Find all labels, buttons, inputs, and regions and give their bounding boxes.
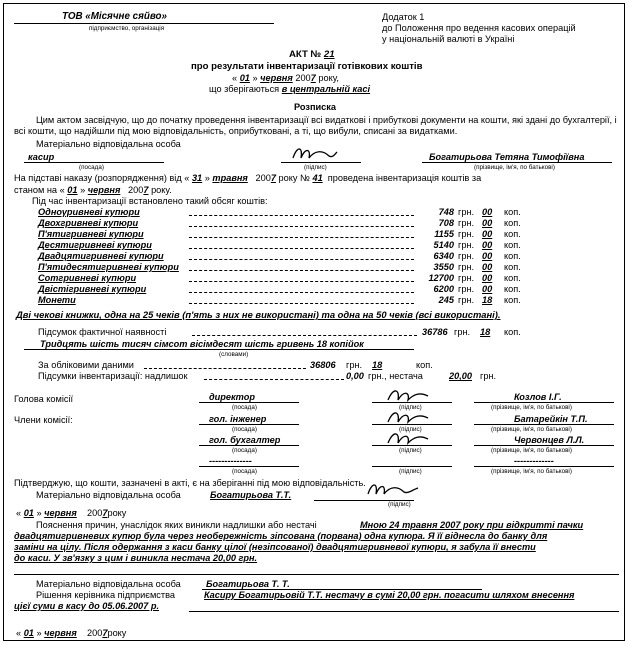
decision-resp-label: Матеріально відповідальна особа (36, 579, 181, 589)
commission-name-line (474, 445, 614, 446)
in-words-caption: (словами) (219, 351, 249, 358)
confirm-date-year-suffix: року (107, 508, 127, 518)
money-row-amount: 6200 (433, 284, 454, 294)
commission-name: Козлов І.Г. (514, 392, 562, 402)
books-dash (144, 368, 306, 369)
act-date-day: 01 (239, 73, 250, 83)
money-row-grn: грн. (458, 273, 475, 283)
act-title-prefix: АКТ № (289, 49, 322, 60)
order-day: 31 (191, 173, 203, 183)
explanation-line-2: двадцятигривневих купюр була через необережність зіпсована (порвана) одна купюра. Я її віднесла до банку для (14, 531, 548, 541)
annex-line-3: у національній валюті в Україні (382, 34, 515, 44)
order-line (14, 173, 481, 184)
commission-name-caption: (прізвище, ім'я, по батькові) (491, 404, 572, 411)
confirm-resp-name: Богатирьова Т.Т. (210, 490, 292, 500)
resp-person-label: Матеріально відповідальна особа (36, 139, 181, 149)
explanation-line-3: заміни на цілу. Після одержання з каси банку цілої (незіпсованої) двадцятигривневої купюри, я забула її внести (14, 542, 536, 552)
state-mid: » (80, 185, 86, 195)
shortage-label: грн., нестача (368, 371, 423, 381)
money-row-kop-value: 00 (482, 284, 493, 294)
commission-signature-caption: (підпис) (399, 468, 422, 475)
money-row-kop: коп. (504, 207, 521, 217)
order-year-text: 200 (255, 173, 271, 183)
money-row-grn: грн. (458, 295, 475, 305)
money-row-kop: коп. (504, 251, 521, 261)
resp-position-caption: (посада) (79, 164, 104, 171)
money-row-label: Двадцятигривневі купюри (38, 251, 164, 261)
money-row-kop: коп. (504, 218, 521, 228)
commission-position-caption: (посада) (232, 404, 257, 411)
money-row-amount: 12700 (428, 273, 454, 283)
explanation-label: Пояснення причин, унаслідок яких виникли надлишки або нестачі (36, 520, 317, 530)
commission-head-label: Голова комісії (14, 394, 74, 404)
explanation-line-4: до каси. У зв'язку з цим і виникла нестача 20,00 грн. (14, 553, 258, 563)
money-row-grn: грн. (458, 262, 475, 272)
money-row-kop: коп. (504, 273, 521, 283)
receipt-text: Цим актом засвідчую, що до початку проведення інвентаризації всі видаткові і прибуткові документи на кошти, які здані до бухгалтерії, і всі кошти, що надійшли під мою відповідальність, оприбутковані, а ті, що вибули, списані за видатками. (14, 115, 617, 136)
commission-name: ------------- (514, 456, 554, 466)
confirm-signature (364, 480, 424, 502)
act-number: 21 (323, 49, 335, 60)
confirm-signature-caption: (підпис) (388, 501, 411, 508)
money-row-label: Сотгривневі купюри (38, 273, 137, 283)
money-row-dash (189, 270, 414, 271)
final-date-close: » (36, 628, 42, 638)
commission-signature-caption: (підпис) (399, 404, 422, 411)
state-month: червня (87, 185, 121, 195)
money-row-kop-value: 00 (482, 262, 493, 272)
money-row-amount: 748 (438, 207, 454, 217)
resp-name-line (422, 162, 612, 163)
actual-kop: коп. (504, 327, 521, 337)
order-suffix: проведена інвентаризація коштів за (327, 173, 482, 183)
money-row-amount: 3550 (433, 262, 454, 272)
money-row-kop: коп. (504, 262, 521, 272)
commission-name-caption: (прізвище, ім'я, по батькові) (491, 447, 572, 454)
stored-line (209, 84, 370, 95)
final-date-day: 01 (23, 628, 34, 638)
final-date-year-prefix: 200 (86, 628, 103, 638)
money-row-kop-value: 00 (482, 273, 493, 283)
books-label: За обліковими даними (38, 360, 134, 370)
order-prefix: На підставі наказу (розпорядження) від « (14, 173, 190, 183)
money-row-kop: коп. (504, 229, 521, 239)
commission-position-caption: (посада) (232, 447, 257, 454)
money-row-dash (189, 226, 414, 227)
shortage-grn: грн. (480, 371, 497, 381)
in-words-line (24, 349, 414, 350)
resp-position: касир (28, 152, 55, 162)
commission-name-line (474, 466, 614, 467)
commission-position: -------------- (209, 456, 252, 466)
money-row-kop-value: 00 (482, 240, 493, 250)
in-words: Тридцять шість тисяч сімсот вісімдесят шість гривень 18 копійок (40, 339, 364, 349)
commission-name-line (474, 424, 614, 425)
money-row-dash (189, 248, 414, 249)
money-row-kop-value: 18 (482, 295, 493, 305)
state-line (14, 185, 172, 196)
state-year-text: 200 (128, 185, 144, 195)
commission-name: Батарейкін Т.П. (514, 414, 588, 424)
money-row-kop-value: 00 (482, 229, 493, 239)
order-mid: » (204, 173, 210, 183)
final-date-year-digit: 7 (102, 628, 108, 638)
act-title (289, 49, 335, 60)
act-date-close: » (252, 73, 258, 83)
money-row-label: Двістігривневі купюри (38, 284, 147, 294)
money-row-label: П'ятидесятигривневі купюри (38, 262, 179, 272)
shortage: 20,00 (449, 371, 472, 381)
money-row-dash (189, 303, 414, 304)
commission-signature-line (372, 466, 452, 467)
confirm-date-open: « (16, 508, 22, 518)
confirm-date-year-digit: 7 (102, 508, 108, 518)
commission-position-caption: (посада) (232, 426, 257, 433)
commission-position-line (199, 466, 299, 467)
books-grn: грн. (346, 360, 363, 370)
receipt-title: Розписка (294, 102, 336, 112)
commission-signature-line (372, 424, 452, 425)
state-year-suffix: року. (151, 185, 172, 195)
commission-signature-line (372, 402, 452, 403)
explanation-blank-line (14, 574, 619, 575)
money-row-grn: грн. (458, 229, 475, 239)
org-line (14, 23, 274, 24)
money-row-kop-value: 00 (482, 218, 493, 228)
decision-line-2: цієї суми в касу до 05.06.2007 р. (14, 601, 159, 611)
act-date-open: « (232, 73, 238, 83)
order-year-digit: 7 (270, 173, 276, 183)
commission-members-label: Члени комісії: (14, 415, 73, 425)
annex-line-1: Додаток 1 (382, 12, 425, 22)
state-year-digit: 7 (143, 185, 149, 195)
confirm-text: Підтверджую, що кошти, зазначені в акті, є на зберіганні під мою відповідальність. (14, 478, 366, 488)
commission-name-line (474, 402, 614, 403)
commission-position: гол. бухгалтер (209, 435, 281, 445)
money-row-grn: грн. (458, 251, 475, 261)
result-label: Підсумки інвентаризації: надлишок (38, 371, 188, 381)
order-number: 41 (312, 173, 323, 183)
final-date-month: червня (44, 628, 77, 638)
money-row-dash (189, 237, 414, 238)
money-row-amount: 245 (438, 295, 454, 305)
money-row-amount: 708 (438, 218, 454, 228)
act-date-year-suffix: року, (318, 73, 339, 83)
act-date (232, 73, 339, 84)
commission-name-caption: (прізвище, ім'я, по батькові) (491, 426, 572, 433)
commission-signature-caption: (підпис) (399, 426, 422, 433)
actual-grn: грн. (454, 327, 471, 337)
money-row-label: Десятигривневі купюри (38, 240, 152, 250)
commission-signature-line (372, 445, 452, 446)
act-date-year-prefix: 200 (295, 73, 311, 83)
books-kop: коп. (416, 360, 433, 370)
final-date-year-suffix: року (107, 628, 127, 638)
decision-label: Рішення керівника підприємства (36, 590, 175, 600)
money-row-label: П'ятигривневі купюри (38, 229, 144, 239)
commission-position-line (199, 445, 299, 446)
money-row-amount: 1155 (434, 229, 454, 239)
money-row-grn: грн. (458, 218, 475, 228)
money-row-kop-value: 00 (482, 251, 493, 261)
decision-line-1: Касиру Богатирьовій Т.Т. нестачу в сумі 20,00 грн. погасити шляхом внесення (204, 590, 575, 600)
act-date-month: червня (260, 73, 293, 83)
books-kop-value: 18 (372, 360, 383, 370)
commission-signature-caption: (підпис) (399, 447, 422, 454)
order-month: травня (212, 173, 248, 183)
actual-kop-value: 18 (480, 327, 491, 337)
confirm-date-close: » (36, 508, 42, 518)
confirm-date (16, 508, 126, 519)
found-text: Під час інвентаризації встановлено такий обсяг коштів: (32, 196, 268, 206)
check-books: Дві чекові книжки, одна на 25 чеків (п'ять з них не використані) та одна на 50 чеків (всі використані). (16, 309, 501, 320)
order-year-suffix: року № (278, 173, 310, 183)
final-date-open: « (16, 628, 22, 638)
commission-position-caption: (посада) (232, 468, 257, 475)
stored-prefix: що зберігаються (209, 84, 280, 94)
actual-amount: 36786 (422, 327, 448, 337)
money-row-dash (189, 281, 414, 282)
commission-position: директор (209, 392, 255, 402)
surplus: 0,00 (346, 371, 364, 381)
confirm-resp-label: Матеріально відповідальна особа (36, 490, 181, 500)
actual-label: Підсумок фактичної наявності (38, 327, 167, 337)
money-row-kop: коп. (504, 284, 521, 294)
resp-signature-line (281, 162, 361, 163)
final-date (16, 628, 126, 639)
books-amount: 36806 (310, 360, 336, 370)
act-date-year-digit: 7 (310, 73, 316, 83)
state-day: 01 (67, 185, 78, 195)
act-subtitle: про результати інвентаризації готівкових коштів (191, 61, 423, 72)
money-row-dash (189, 292, 414, 293)
org-caption: підприємство, організація (89, 25, 165, 32)
actual-dash (192, 335, 417, 336)
money-row-label: Монети (38, 295, 76, 305)
result-dash (204, 379, 344, 380)
money-row-kop-value: 00 (482, 207, 493, 217)
stored-place: в центральній касі (281, 84, 371, 94)
commission-position: гол. інженер (209, 414, 267, 424)
explanation-line-1: Мною 24 травня 2007 року при відкритті пачки (360, 520, 584, 530)
commission-name: Червонцев Л.Л. (514, 435, 585, 445)
document-page (3, 3, 625, 641)
resp-position-line (24, 162, 164, 163)
confirm-date-year-prefix: 200 (86, 508, 103, 518)
commission-position-line (199, 424, 299, 425)
money-row-grn: грн. (458, 240, 475, 250)
money-row-dash (189, 259, 414, 260)
money-row-label: Двохгривневі купюри (38, 218, 139, 228)
resp-signature-caption: (підпис) (304, 164, 327, 171)
money-row-dash (189, 215, 414, 216)
money-row-amount: 5140 (433, 240, 454, 250)
money-row-amount: 6340 (433, 251, 454, 261)
confirm-date-month: червня (44, 508, 77, 518)
resp-name-caption: (прізвище, ім'я, по батькові) (474, 164, 555, 171)
confirm-date-day: 01 (23, 508, 34, 518)
money-row-kop: коп. (504, 295, 521, 305)
resp-name: Богатирьова Тетяна Тимофіївна (429, 152, 585, 162)
decision-line-2-rule (189, 611, 619, 612)
money-row-kop: коп. (504, 240, 521, 250)
annex-line-2: до Положення про ведення касових операцій (382, 23, 576, 33)
money-row-label: Однογривневі купюри (38, 207, 140, 217)
commission-name-caption: (прізвище, ім'я, по батькові) (491, 468, 572, 475)
commission-position-line (199, 402, 299, 403)
state-prefix: станом на « (14, 185, 65, 195)
money-row-grn: грн. (458, 284, 475, 294)
org-name: ТОВ «Місячне сяйво» (62, 11, 167, 22)
money-row-grn: грн. (458, 207, 475, 217)
decision-resp-name: Богатирьова Т. Т. (206, 579, 290, 589)
